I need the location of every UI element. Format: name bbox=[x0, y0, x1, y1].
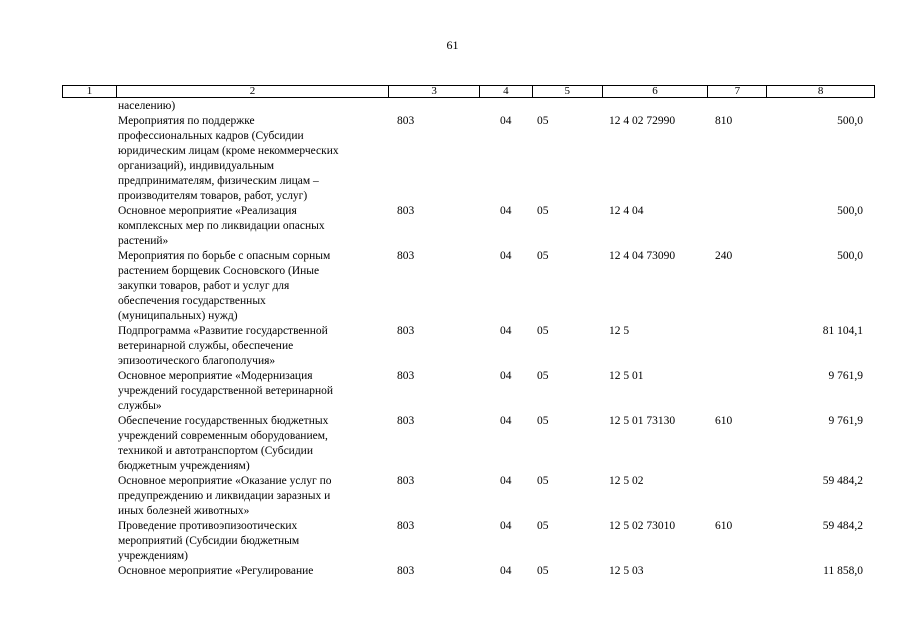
cell-expense-type bbox=[709, 99, 768, 114]
cell-section: 04 bbox=[500, 370, 512, 382]
cell-subsection: 05 bbox=[537, 250, 549, 262]
cell-expense-type: 810 bbox=[715, 115, 733, 127]
cell-target-article: 12 5 01 bbox=[609, 370, 644, 382]
description-line: предпринимателям, физическим лицам – bbox=[118, 175, 319, 187]
description-line: (муниципальных) нужд) bbox=[118, 310, 238, 322]
description-line: профессиональных кадров (Субсидии bbox=[118, 130, 304, 142]
description-line: растением борщевик Сосновского (Иные bbox=[118, 265, 320, 277]
header-col-4: 4 bbox=[480, 86, 533, 97]
table-row bbox=[62, 249, 875, 324]
cell-subsection: 05 bbox=[537, 325, 549, 337]
cell-expense-type: 610 bbox=[715, 520, 733, 532]
table-body bbox=[62, 99, 875, 579]
table-row bbox=[62, 519, 875, 564]
table-header bbox=[62, 85, 875, 98]
cell-section: 04 bbox=[500, 415, 512, 427]
header-col-1: 1 bbox=[63, 86, 117, 97]
description-line: техникой и автотранспортом (Субсидии bbox=[118, 445, 313, 457]
cell-section: 04 bbox=[500, 115, 512, 127]
cell-target-article: 12 5 bbox=[609, 325, 630, 337]
cell-ministry: 803 bbox=[397, 415, 415, 427]
cell-section: 04 bbox=[500, 250, 512, 262]
description-line: закупки товаров, работ и услуг для bbox=[118, 280, 290, 292]
cell-ministry: 803 bbox=[397, 520, 415, 532]
cell-target-article: 12 5 02 73010 bbox=[609, 520, 676, 532]
cell-target-article: 12 5 03 bbox=[609, 565, 644, 577]
description-line: бюджетным учреждениям) bbox=[118, 460, 250, 472]
cell-amount: 9 761,9 bbox=[828, 415, 863, 427]
cell-empty bbox=[62, 324, 116, 369]
cell-empty bbox=[62, 369, 116, 414]
description-line: Подпрограмма «Развитие государственной bbox=[118, 325, 328, 337]
description-line: организаций), индивидуальным bbox=[118, 160, 275, 172]
description-line: учреждений современным оборудованием, bbox=[118, 430, 328, 442]
description-line: населению) bbox=[118, 100, 176, 112]
description-line: Основное мероприятие «Регулирование bbox=[118, 565, 314, 577]
description-line: Основное мероприятие «Оказание услуг по bbox=[118, 475, 332, 487]
page-number: 61 bbox=[446, 38, 459, 52]
cell-target-article: 12 5 02 bbox=[609, 475, 644, 487]
description-line: ветеринарной службы, обеспечение bbox=[118, 340, 294, 352]
description-line: Основное мероприятие «Реализация bbox=[118, 205, 297, 217]
description-line: предупреждению и ликвидации заразных и bbox=[118, 490, 331, 502]
cell-section: 04 bbox=[500, 520, 512, 532]
cell-amount bbox=[768, 99, 875, 114]
cell-target-article: 12 4 04 bbox=[609, 205, 644, 217]
cell-description bbox=[116, 204, 389, 249]
description-line: иных болезней животных» bbox=[118, 505, 250, 517]
cell-ministry: 803 bbox=[397, 205, 415, 217]
cell-ministry: 803 bbox=[397, 115, 415, 127]
description-line: эпизоотического благополучия» bbox=[118, 355, 276, 367]
cell-empty bbox=[62, 564, 116, 579]
description-line: службы» bbox=[118, 400, 162, 412]
description-line: производителям товаров, работ, услуг) bbox=[118, 190, 308, 202]
cell-description bbox=[116, 249, 389, 324]
cell-description bbox=[116, 414, 389, 474]
description-line: комплексных мер по ликвидации опасных bbox=[118, 220, 325, 232]
cell-description bbox=[116, 564, 389, 579]
header-col-5: 5 bbox=[533, 86, 603, 97]
description-line: юридическим лицам (кроме некоммерческих bbox=[118, 145, 339, 157]
cell-section: 04 bbox=[500, 205, 512, 217]
cell-subsection: 05 bbox=[537, 475, 549, 487]
table-row bbox=[62, 99, 875, 114]
cell-description bbox=[116, 519, 389, 564]
cell-subsection: 05 bbox=[537, 520, 549, 532]
cell-subsection: 05 bbox=[537, 370, 549, 382]
cell-empty bbox=[62, 204, 116, 249]
cell-expense-type bbox=[709, 564, 768, 579]
header-col-8: 8 bbox=[817, 85, 824, 97]
description-line: Мероприятия по борьбе с опасным сорным bbox=[118, 250, 331, 262]
cell-section: 04 bbox=[500, 565, 512, 577]
cell-ministry bbox=[389, 99, 480, 114]
cell-subsection bbox=[533, 99, 603, 114]
table-row bbox=[62, 414, 875, 474]
cell-subsection: 05 bbox=[537, 565, 549, 577]
table-row bbox=[62, 324, 875, 369]
cell-ministry: 803 bbox=[397, 565, 415, 577]
table-row bbox=[62, 114, 875, 204]
description-line: учреждениям) bbox=[118, 550, 188, 562]
cell-ministry: 803 bbox=[397, 475, 415, 487]
header-col-3: 3 bbox=[389, 86, 480, 97]
cell-section bbox=[480, 99, 533, 114]
cell-amount: 59 484,2 bbox=[822, 475, 863, 487]
cell-empty bbox=[62, 474, 116, 519]
cell-ministry: 803 bbox=[397, 325, 415, 337]
cell-empty bbox=[62, 99, 116, 114]
cell-ministry: 803 bbox=[397, 370, 415, 382]
cell-expense-type: 610 bbox=[715, 415, 733, 427]
cell-subsection: 05 bbox=[537, 415, 549, 427]
cell-empty bbox=[62, 114, 116, 204]
cell-description bbox=[116, 324, 389, 369]
cell-description bbox=[116, 369, 389, 414]
description-line: Проведение противоэпизоотических bbox=[118, 520, 298, 532]
description-line: Мероприятия по поддержке bbox=[118, 115, 255, 127]
header-col-2: 2 bbox=[117, 86, 389, 97]
cell-target-article: 12 4 04 73090 bbox=[609, 250, 676, 262]
cell-amount: 11 858,0 bbox=[823, 565, 863, 577]
cell-amount: 9 761,9 bbox=[828, 370, 863, 382]
description-line: учреждений государственной ветеринарной bbox=[118, 385, 334, 397]
cell-section: 04 bbox=[500, 325, 512, 337]
cell-target-article bbox=[603, 99, 709, 114]
cell-amount: 500,0 bbox=[837, 250, 863, 262]
cell-description bbox=[116, 114, 389, 204]
cell-description bbox=[116, 474, 389, 519]
table-row bbox=[62, 204, 875, 249]
cell-empty bbox=[62, 519, 116, 564]
cell-target-article: 12 4 02 72990 bbox=[609, 115, 676, 127]
cell-expense-type: 240 bbox=[715, 250, 733, 262]
header-col-6: 6 bbox=[603, 86, 709, 97]
cell-expense-type bbox=[709, 324, 768, 369]
cell-amount: 59 484,2 bbox=[822, 520, 863, 532]
table-row bbox=[62, 369, 875, 414]
cell-target-article: 12 5 01 73130 bbox=[609, 415, 676, 427]
description-line: Обеспечение государственных бюджетных bbox=[118, 415, 329, 427]
cell-expense-type bbox=[709, 474, 768, 519]
cell-empty bbox=[62, 414, 116, 474]
description-line: мероприятий (Субсидии бюджетным bbox=[118, 535, 300, 547]
cell-expense-type bbox=[709, 204, 768, 249]
cell-ministry: 803 bbox=[397, 250, 415, 262]
cell-subsection: 05 bbox=[537, 115, 549, 127]
table-row bbox=[62, 564, 875, 579]
cell-subsection: 05 bbox=[537, 205, 549, 217]
description-line: обеспечения государственных bbox=[118, 295, 266, 307]
table-row bbox=[62, 474, 875, 519]
cell-section: 04 bbox=[500, 475, 512, 487]
cell-expense-type bbox=[709, 369, 768, 414]
header-col-7: 7 bbox=[708, 86, 767, 97]
cell-amount: 500,0 bbox=[837, 115, 863, 127]
cell-description bbox=[116, 99, 389, 114]
cell-amount: 81 104,1 bbox=[822, 325, 863, 337]
cell-amount: 500,0 bbox=[837, 205, 863, 217]
description-line: Основное мероприятие «Модернизация bbox=[118, 370, 313, 382]
description-line: растений» bbox=[118, 235, 169, 247]
cell-empty bbox=[62, 249, 116, 324]
